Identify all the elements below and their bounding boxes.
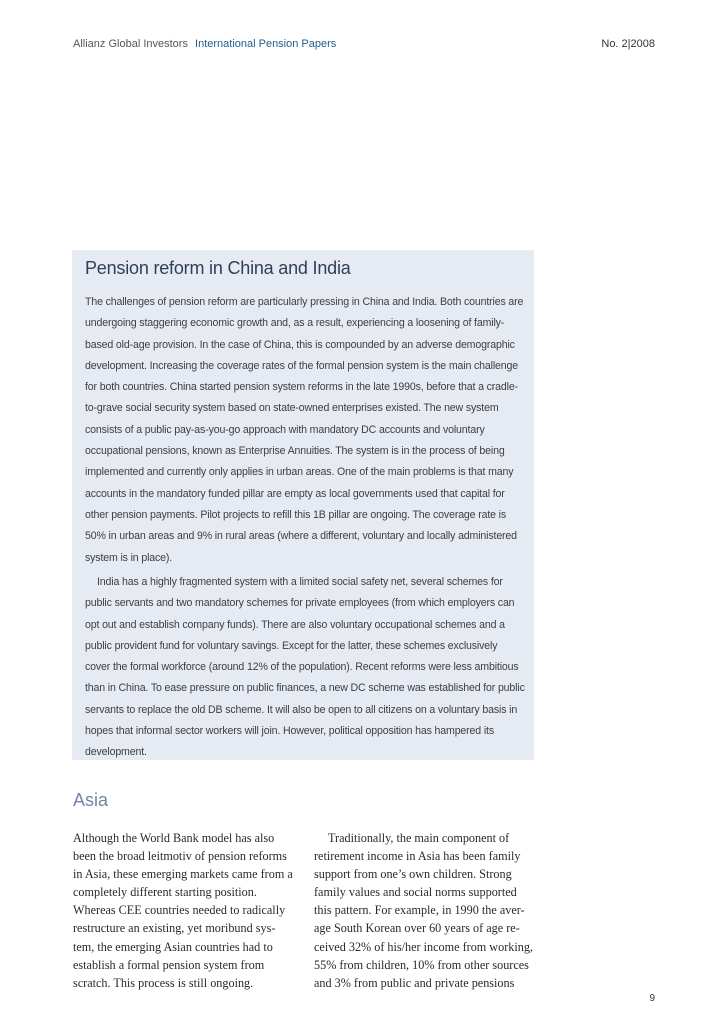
box-paragraph-india: India has a highly fragmented system with a limited social safety net, several schemes for public servants and two mandatory schemes for private employees (from which employers can opt out and establish company funds). There are also voluntary occupational schemes and a public provident fund for voluntary savings. Except for the latter, these schemes exclusively cover the formal workforce (around 12% of the population). Recent reforms were less ambitious than in China. To ease pressure on public finances, a new DC scheme was established for public servants to replace the old DB scheme. It will also be open to all citizens on a voluntary basis in hopes that informal sector workers will join. However, political opposition has hampered its development. bbox=[85, 576, 525, 759]
page-header bbox=[73, 38, 655, 56]
organization-name: Allianz Global Investors bbox=[73, 38, 188, 50]
box-paragraph-china: The challenges of pension reform are particularly pressing in China and India. Both countries are undergoing staggering economic growth and, as a result, experiencing a loosening of family-based old-age provision. In the case of China, this is compounded by an adverse demographic development. Increasing the coverage rates of the formal pension system is the main challenge for both countries. China started pension system reforms in the late 1990s, before that a cradle-to-grave social security system based on state-owned enterprises existed. The new system consists of a public pay-as-you-go approach with mandatory DC accounts and voluntary occupational pensions, known as Enterprise Annuities. The system is in the process of being implemented and currently only applies in urban areas. One of the main problems is that many accounts in the mandatory funded pillar are empty as local governments used that capital for other pension payments. Pilot projects to refill this 1B pillar are ongoing. The coverage rate is 50% in urban areas and 9% in rural areas (where a different, voluntary and locally administered system is in place). bbox=[85, 296, 524, 564]
page-number: 9 bbox=[649, 993, 655, 1004]
box-title: Pension reform in China and India bbox=[85, 258, 351, 278]
issue-number: No. 2|2008 bbox=[601, 38, 655, 50]
series-title: International Pension Papers bbox=[195, 38, 337, 50]
body-column-right: Traditionally, the main component of retirement income in Asia has been family support from one’s own children. Strong family values and social norms supported this pattern. For example, in 1990 the aver-age South Korean over 60 years of age re-ceived 32% of his/her income from working, 55% from children, 10% from other sources and 3% from public and private pensions bbox=[314, 831, 533, 990]
china-india-sidebar-box bbox=[72, 250, 534, 760]
section-title: Asia bbox=[73, 790, 109, 810]
body-column-left: Although the World Bank model has also been the broad leitmotiv of pension reforms in Asia, these emerging markets came from a completely different starting position. Whereas CEE countries needed to radically restructure an existing, yet moribund sys-tem, the emerging Asian countries had to establish a formal pension system from scratch. This process is still ongoing. bbox=[73, 831, 293, 990]
